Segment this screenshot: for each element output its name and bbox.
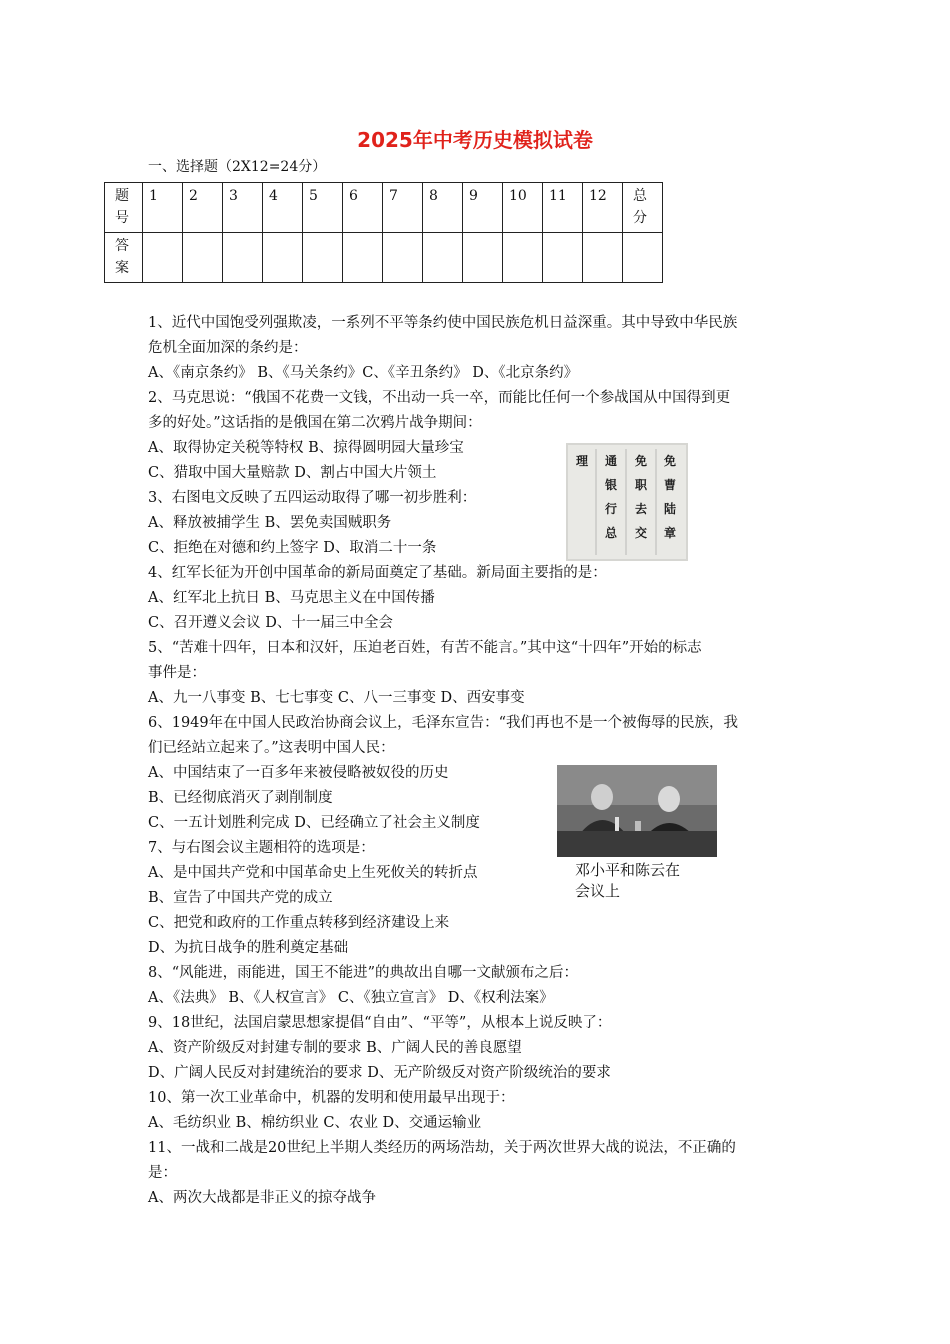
option-line: B、宣告了中国共产党的成立 <box>148 890 333 906</box>
row-header-number <box>105 183 143 233</box>
telegram-char: 章 <box>663 526 677 540</box>
header-char: 题 <box>115 188 129 204</box>
option-line: D、广阔人民反对封建统治的要求 D、无产阶级反对资产阶级统治的要求 <box>148 1065 611 1081</box>
answer-cell[interactable] <box>303 233 343 283</box>
option-line: A、《法典》 B、《人权宣言》 C、《独立宣言》 D、《权利法案》 <box>148 990 554 1006</box>
question-line: 7、与右图会议主题相符的选项是： <box>148 840 375 856</box>
header-char: 总 <box>633 188 647 204</box>
number-cell: 1 <box>143 183 183 233</box>
answer-cell[interactable] <box>423 233 463 283</box>
option-line: A、资产阶级反对封建专制的要求 B、广阔人民的善良愿望 <box>148 1040 522 1056</box>
option-line: A、毛纺织业 B、棉纺织业 C、农业 D、交通运输业 <box>148 1115 482 1131</box>
header-char: 号 <box>115 210 129 226</box>
number-cell: 6 <box>343 183 383 233</box>
number-cell: 5 <box>303 183 343 233</box>
telegram-char: 通 <box>604 454 618 468</box>
question-line: 5、“苦难十四年，日本和汉奸，压迫老百姓，有苦不能言。”其中这“十四年”开始的标志 <box>148 640 702 656</box>
answer-cell[interactable] <box>183 233 223 283</box>
number-cell: 3 <box>223 183 263 233</box>
question-line: 是： <box>148 1165 177 1181</box>
total-header <box>623 183 663 233</box>
question-line: 多的好处。”这话指的是俄国在第二次鸦片战争期间： <box>148 415 482 431</box>
table-row <box>105 183 663 233</box>
option-line: C、拒绝在对德和约上签字 D、取消二十一条 <box>148 540 437 556</box>
telegram-char: 免 <box>663 454 677 468</box>
question-line: 们已经站立起来了。”这表明中国人民： <box>148 740 395 756</box>
answer-cell[interactable] <box>263 233 303 283</box>
header-char: 答 <box>115 238 129 254</box>
section-heading: 一、选择题（2X12=24分） <box>148 159 327 175</box>
row-header-answer <box>105 233 143 283</box>
answer-cell[interactable] <box>343 233 383 283</box>
answer-cell[interactable] <box>383 233 423 283</box>
option-line: C、召开遵义会议 D、十一届三中全会 <box>148 615 393 631</box>
telegram-char: 总 <box>604 526 618 540</box>
question-line: 8、“风能进，雨能进，国王不能进”的典故出自哪一文献颁布之后： <box>148 965 579 981</box>
answer-cell[interactable] <box>223 233 263 283</box>
telegram-char: 银 <box>604 478 618 492</box>
option-line: C、猎取中国大量赔款 D、割占中国大片领土 <box>148 465 437 481</box>
question-line: 3、右图电文反映了五四运动取得了哪一初步胜利： <box>148 490 477 506</box>
number-cell: 10 <box>503 183 543 233</box>
number-cell: 7 <box>383 183 423 233</box>
question-line: 6、1949年在中国人民政治协商会议上，毛泽东宣告：“我们再也不是一个被侮辱的民族，我 <box>148 715 739 731</box>
question-line: 1、近代中国饱受列强欺凌，一系列不平等条约使中国民族危机日益深重。其中导致中华民族 <box>148 315 738 331</box>
number-cell: 8 <box>423 183 463 233</box>
question-line: 9、18世纪，法国启蒙思想家提倡“自由”、“平等”，从根本上说反映了： <box>148 1015 612 1031</box>
telegram-image <box>566 443 688 561</box>
option-line: D、为抗日战争的胜利奠定基础 <box>148 940 349 956</box>
telegram-char: 交 <box>634 526 648 540</box>
photo-caption <box>575 860 680 902</box>
answer-cell[interactable] <box>623 233 663 283</box>
option-line: A、两次大战都是非正义的掠夺战争 <box>148 1190 376 1206</box>
question-line: 危机全面加深的条约是： <box>148 340 308 356</box>
header-char: 分 <box>633 210 647 226</box>
table-row <box>105 233 663 283</box>
option-line: A、中国结束了一百多年来被侵略被奴役的历史 <box>148 765 449 781</box>
telegram-char: 去 <box>634 502 648 516</box>
question-line: 4、红军长征为开创中国革命的新局面奠定了基础。新局面主要指的是： <box>148 565 607 581</box>
number-cell: 4 <box>263 183 303 233</box>
option-line: A、取得协定关税等特权 B、掠得圆明园大量珍宝 <box>148 440 464 456</box>
option-line: B、已经彻底消灭了剥削制度 <box>148 790 333 806</box>
telegram-char: 理 <box>575 454 589 468</box>
meeting-photo <box>557 765 717 857</box>
caption-line: 邓小平和陈云在 <box>575 861 681 879</box>
question-line: 2、马克思说：“俄国不花费一文钱，不出动一兵一卒，而能比任何一个参战国从中国得到更 <box>148 390 731 406</box>
answer-cell[interactable] <box>503 233 543 283</box>
telegram-char: 曹 <box>663 478 677 492</box>
option-line: C、把党和政府的工作重点转移到经济建设上来 <box>148 915 450 931</box>
answer-cell[interactable] <box>143 233 183 283</box>
option-line: A、《南京条约》 B、《马关条约》C、《辛丑条约》 D、《北京条约》 <box>148 365 579 381</box>
answer-table <box>104 182 663 283</box>
answer-cell[interactable] <box>463 233 503 283</box>
number-cell: 2 <box>183 183 223 233</box>
answer-cell[interactable] <box>543 233 583 283</box>
question-line: 事件是： <box>148 665 206 681</box>
header-char: 案 <box>115 260 129 276</box>
caption-line: 会议上 <box>575 882 621 900</box>
number-cell: 12 <box>583 183 623 233</box>
option-line: A、九一八事变 B、七七事变 C、八一三事变 D、西安事变 <box>148 690 525 706</box>
option-line: A、红军北上抗日 B、马克思主义在中国传播 <box>148 590 435 606</box>
number-cell: 9 <box>463 183 503 233</box>
option-line: A、是中国共产党和中国革命史上生死攸关的转折点 <box>148 865 478 881</box>
option-line: A、释放被捕学生 B、罢免卖国贼职务 <box>148 515 392 531</box>
option-line: C、一五计划胜利完成 D、已经确立了社会主义制度 <box>148 815 480 831</box>
telegram-char: 免 <box>634 454 648 468</box>
telegram-char: 陆 <box>663 502 677 516</box>
question-line: 11、一战和二战是20世纪上半期人类经历的两场浩劫，关于两次世界大战的说法，不正确的 <box>148 1140 736 1156</box>
answer-cell[interactable] <box>583 233 623 283</box>
telegram-char: 职 <box>634 478 648 492</box>
number-cell: 11 <box>543 183 583 233</box>
page-title: 2025年中考历史模拟试卷 <box>357 128 593 152</box>
question-line: 10、第一次工业革命中，机器的发明和使用最早出现于： <box>148 1090 515 1106</box>
telegram-char: 行 <box>604 502 618 516</box>
